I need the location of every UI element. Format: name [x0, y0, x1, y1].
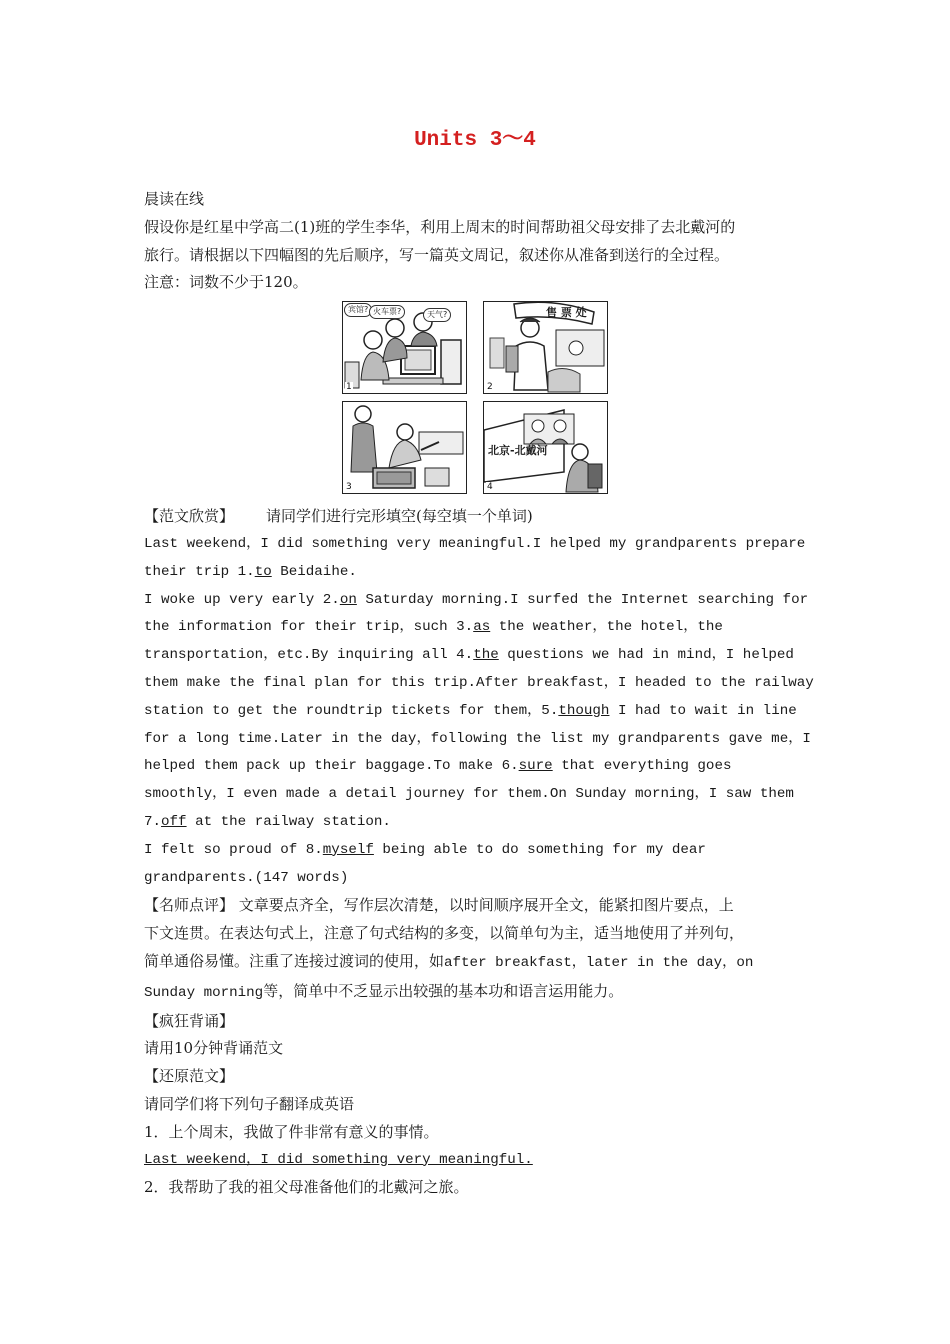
essay-line-10: smoothly，I even made a detail journey for them.On Sunday morning，I saw them — [144, 786, 794, 803]
essay-line-3 — [144, 587, 812, 615]
page-title: Units 3～4 — [414, 129, 536, 152]
speech-bubble-weather: 天气? — [423, 308, 451, 322]
cloze-answer-4: the — [473, 647, 499, 664]
cloze-answer-6: sure — [518, 758, 553, 775]
model-essay-header — [144, 503, 812, 531]
recite-instruction: 请用10分钟背诵范文 — [144, 1039, 284, 1058]
speech-bubble-train-ticket: 火车票? — [369, 305, 405, 319]
essay-line-13: grandparents.(147 words) — [144, 869, 349, 886]
train-destination-sign: 北京-北戴河 — [488, 444, 548, 458]
essay-line-5 — [144, 642, 812, 670]
essay-text: the information for their trip，such 3. — [144, 619, 474, 636]
teacher-comment-line-4 — [144, 978, 812, 1008]
picture-3-drawing — [343, 402, 466, 493]
prompt-line-1: 假设你是红星中学高二(1)班的学生李华，利用上周末的时间帮助祖父母安排了去北戴河的 — [144, 217, 736, 236]
cloze-instruction: 请同学们进行完形填空(每空填一个单词) — [266, 507, 533, 526]
cloze-answer-3: as — [473, 619, 491, 636]
essay-text: that everything goes — [552, 758, 732, 775]
ticket-office-sign: 售 票 处 — [546, 306, 587, 320]
teacher-comment-line-1 — [144, 892, 812, 920]
essay-text: the weather，the hotel，the — [490, 619, 723, 636]
translation-instruction: 请同学们将下列句子翻译成英语 — [144, 1094, 355, 1113]
essay-text: their trip 1. — [144, 563, 255, 580]
section-heading-model-essay: 【范文欣赏】 — [144, 507, 235, 526]
comment-text: 等，简单中不乏显示出较强的基本功和语言运用能力。 — [263, 981, 624, 1000]
picture-number: 4 — [487, 482, 493, 493]
essay-line-8: for a long time.Later in the day，following the list my grandparents gave me，I — [144, 730, 811, 747]
word-count-note: 注意：词数不少于120。 — [144, 273, 308, 292]
essay-line-2 — [144, 559, 812, 587]
picture-number: 2 — [487, 382, 493, 393]
essay-text: 7. — [144, 813, 162, 830]
essay-text: transportation，etc.By inquiring all 4. — [144, 647, 474, 664]
essay-line-9 — [144, 753, 812, 781]
comment-english-text: Sunday morning — [144, 984, 264, 1001]
picture-3-packing-baggage — [342, 401, 467, 494]
translation-sentence-1: 1．上个周末，我做了件非常有意义的事情。 — [144, 1122, 439, 1141]
picture-sequence — [144, 301, 812, 501]
picture-4-seeing-off — [483, 401, 608, 494]
section-heading-morning-reading: 晨读在线 — [144, 190, 205, 208]
comment-text: 简单通俗易懂。注重了连接过渡词的使用，如 — [144, 951, 445, 970]
essay-text: helped them pack up their baggage.To make 6. — [144, 758, 519, 775]
comment-text: 文章要点齐全，写作层次清楚，以时间顺序展开全文，能紧扣图片要点，上 — [234, 896, 734, 915]
teacher-comment-line-3 — [144, 948, 812, 978]
essay-text: I woke up very early 2. — [144, 591, 340, 608]
prompt-line-2: 旅行。请根据以下四幅图的先后顺序，写一篇英文周记，叙述你从准备到送行的全过程。 — [144, 245, 730, 264]
section-heading-restore: 【还原范文】 — [144, 1067, 235, 1086]
essay-line-1: Last weekend，I did something very meaningful.I helped my grandparents prepare — [144, 535, 806, 552]
essay-line-11 — [144, 809, 812, 837]
speech-bubble-hotel: 宾馆? — [344, 303, 372, 317]
document-body — [144, 186, 812, 1202]
cloze-answer-8: myself — [322, 841, 374, 858]
section-heading-teacher-comment: 【名师点评】 — [144, 896, 235, 915]
teacher-comment-line-2: 下文连贯。在表达句式上，注意了句式结构的多变，以简单句为主，适当地使用了并列句， — [144, 924, 745, 943]
essay-text: station to get the roundtrip tickets for them，5. — [144, 702, 559, 719]
essay-line-7 — [144, 698, 812, 726]
essay-text: I felt so proud of 8. — [144, 841, 323, 858]
translation-answer-1: Last weekend，I did something very meaningful. — [144, 1151, 533, 1168]
picture-2-ticket-office — [483, 301, 608, 394]
cloze-answer-1: to — [254, 563, 272, 580]
section-heading-recite: 【疯狂背诵】 — [144, 1011, 235, 1030]
essay-text: Beidaihe. — [271, 563, 357, 580]
essay-line-4 — [144, 614, 812, 642]
cloze-answer-5: though — [558, 702, 610, 719]
essay-text: being able to do something for my dear — [373, 841, 706, 858]
essay-text: I had to wait in line — [609, 702, 797, 719]
comment-english-text: after breakfast，later in the day，on — [444, 954, 754, 971]
translation-sentence-2: 2．我帮助了我的祖父母准备他们的北戴河之旅。 — [144, 1178, 469, 1197]
picture-number: 3 — [346, 482, 352, 493]
essay-text: questions we had in mind，I helped — [498, 647, 794, 664]
essay-text: at the railway station. — [186, 813, 391, 830]
cloze-answer-2: on — [339, 591, 357, 608]
essay-line-12 — [144, 837, 812, 865]
essay-line-6: them make the final plan for this trip.After breakfast，I headed to the railway — [144, 674, 814, 691]
picture-number: 1 — [346, 382, 352, 393]
picture-1-computer-search — [342, 301, 467, 394]
cloze-answer-7: off — [161, 813, 187, 830]
essay-text: Saturday morning.I surfed the Internet searching for — [356, 591, 809, 608]
